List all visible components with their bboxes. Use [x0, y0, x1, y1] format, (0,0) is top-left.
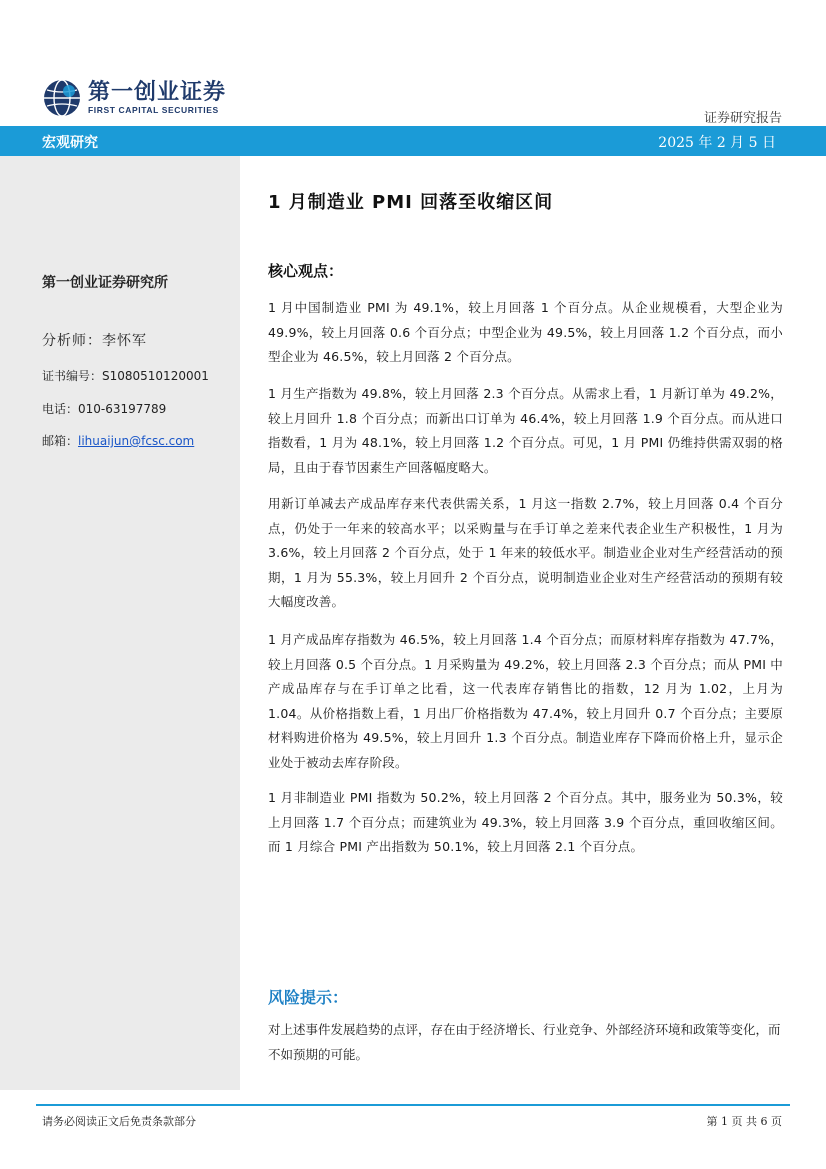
globe-logo-icon — [42, 78, 82, 118]
page-number: 第 1 页 共 6 页 — [706, 1115, 782, 1128]
phone-number: 电话：010-63197789 — [42, 402, 167, 416]
paragraph-1: 1 月中国制造业 PMI 为 49.1%，较上月回落 1 个百分点。从企业规模看，大型企业为 49.9%，较上月回落 0.6 个百分点；中型企业为 49.5%，较上月回落 1.2 个百分点，而小型企业为 46.5%，较上月回落 2 个百分点。 — [268, 300, 783, 364]
logo-english-name: FIRST CAPITAL SECURITIES — [88, 105, 219, 115]
paragraph-2: 1 月生产指数为 49.8%，较上月回落 2.3 个百分点。从需求上看，1 月新订单为 49.2%，较上月回升 1.8 个百分点；而新出口订单为 46.4%，较上月回落 1.9 个百分点。而从进口指数看，1 月为 48.1%，较上月回落 1.2 个百分点。可见，1 月 PMI 仍维持供需双弱的格局，且由于春节因素生产回落幅度略大。 — [268, 386, 783, 475]
paragraph-4: 1 月产成品库存指数为 46.5%，较上月回落 1.4 个百分点；而原材料库存指数为 47.7%，较上月回落 0.5 个百分点。1 月采购量为 49.2%，较上月回落 2.3 个百分点；而从 PMI 中产成品库存与在手订单之比看，这一代表库存销售比的指数，12 月为 1.02，上月为 1.04。从价格指数上看，1 月出厂价格指数为 47.4%，较上月回升 0.7 个百分点；主要原材料购进价格为 49.5%，较上月回升 1.3 个百分点。制造业库存下降而价格上升，显示企业处于被动去库存阶段。 — [268, 632, 783, 770]
core-views-heading: 核心观点： — [268, 262, 344, 280]
footer-disclaimer: 请务必阅读正文后免责条款部分 — [42, 1115, 196, 1128]
document-type: 证券研究报告 — [703, 111, 782, 126]
paragraph-5: 1 月非制造业 PMI 指数为 50.2%，较上月回落 2 个百分点。其中，服务业为 50.3%，较上月回落 1.7 个百分点；而建筑业为 49.3%，较上月回落 3.9 个百分点，重回收缩区间。而 1 月综合 PMI 产出指数为 50.1%，较上月回落 2.1 个百分点。 — [268, 790, 783, 854]
risk-text: 对上述事件发展趋势的点评，存在由于经济增长、行业竞争、外部经济环境和政策等变化，而不如预期的可能。 — [268, 1022, 781, 1062]
report-title: 1 月制造业 PMI 回落至收缩区间 — [268, 192, 554, 213]
header-band — [0, 126, 826, 156]
footer-divider — [36, 1104, 790, 1106]
risk-heading: 风险提示： — [268, 988, 349, 1007]
institute-name: 第一创业证券研究所 — [42, 275, 168, 291]
section-label: 宏观研究 — [42, 135, 98, 151]
logo-chinese-name: 第一创业证券 — [88, 79, 227, 105]
analyst-name: 分析师：李怀军 — [42, 333, 147, 349]
email-line — [42, 432, 194, 449]
company-logo — [42, 78, 226, 118]
certificate-number: 证书编号：S1080510120001 — [42, 369, 209, 383]
email-label: 邮箱： — [42, 434, 79, 448]
email-link[interactable]: lihuaijun@fcsc.com — [78, 434, 195, 448]
sidebar — [0, 156, 240, 1090]
report-date: 2025 年 2 月 5 日 — [658, 135, 776, 151]
paragraph-3: 用新订单减去产成品库存来代表供需关系，1 月这一指数 2.7%，较上月回落 0.4 个百分点，仍处于一年来的较高水平；以采购量与在手订单之差来代表企业生产积极性，1 月为 3.6%，较上月回落 2 个百分点，处于 1 年来的较低水平。制造业企业对生产经营活动的预期，1 月为 55.3%，较上月回升 2 个百分点，说明制造业企业对生产经营活动的预期有较大幅度改善。 — [268, 496, 783, 609]
